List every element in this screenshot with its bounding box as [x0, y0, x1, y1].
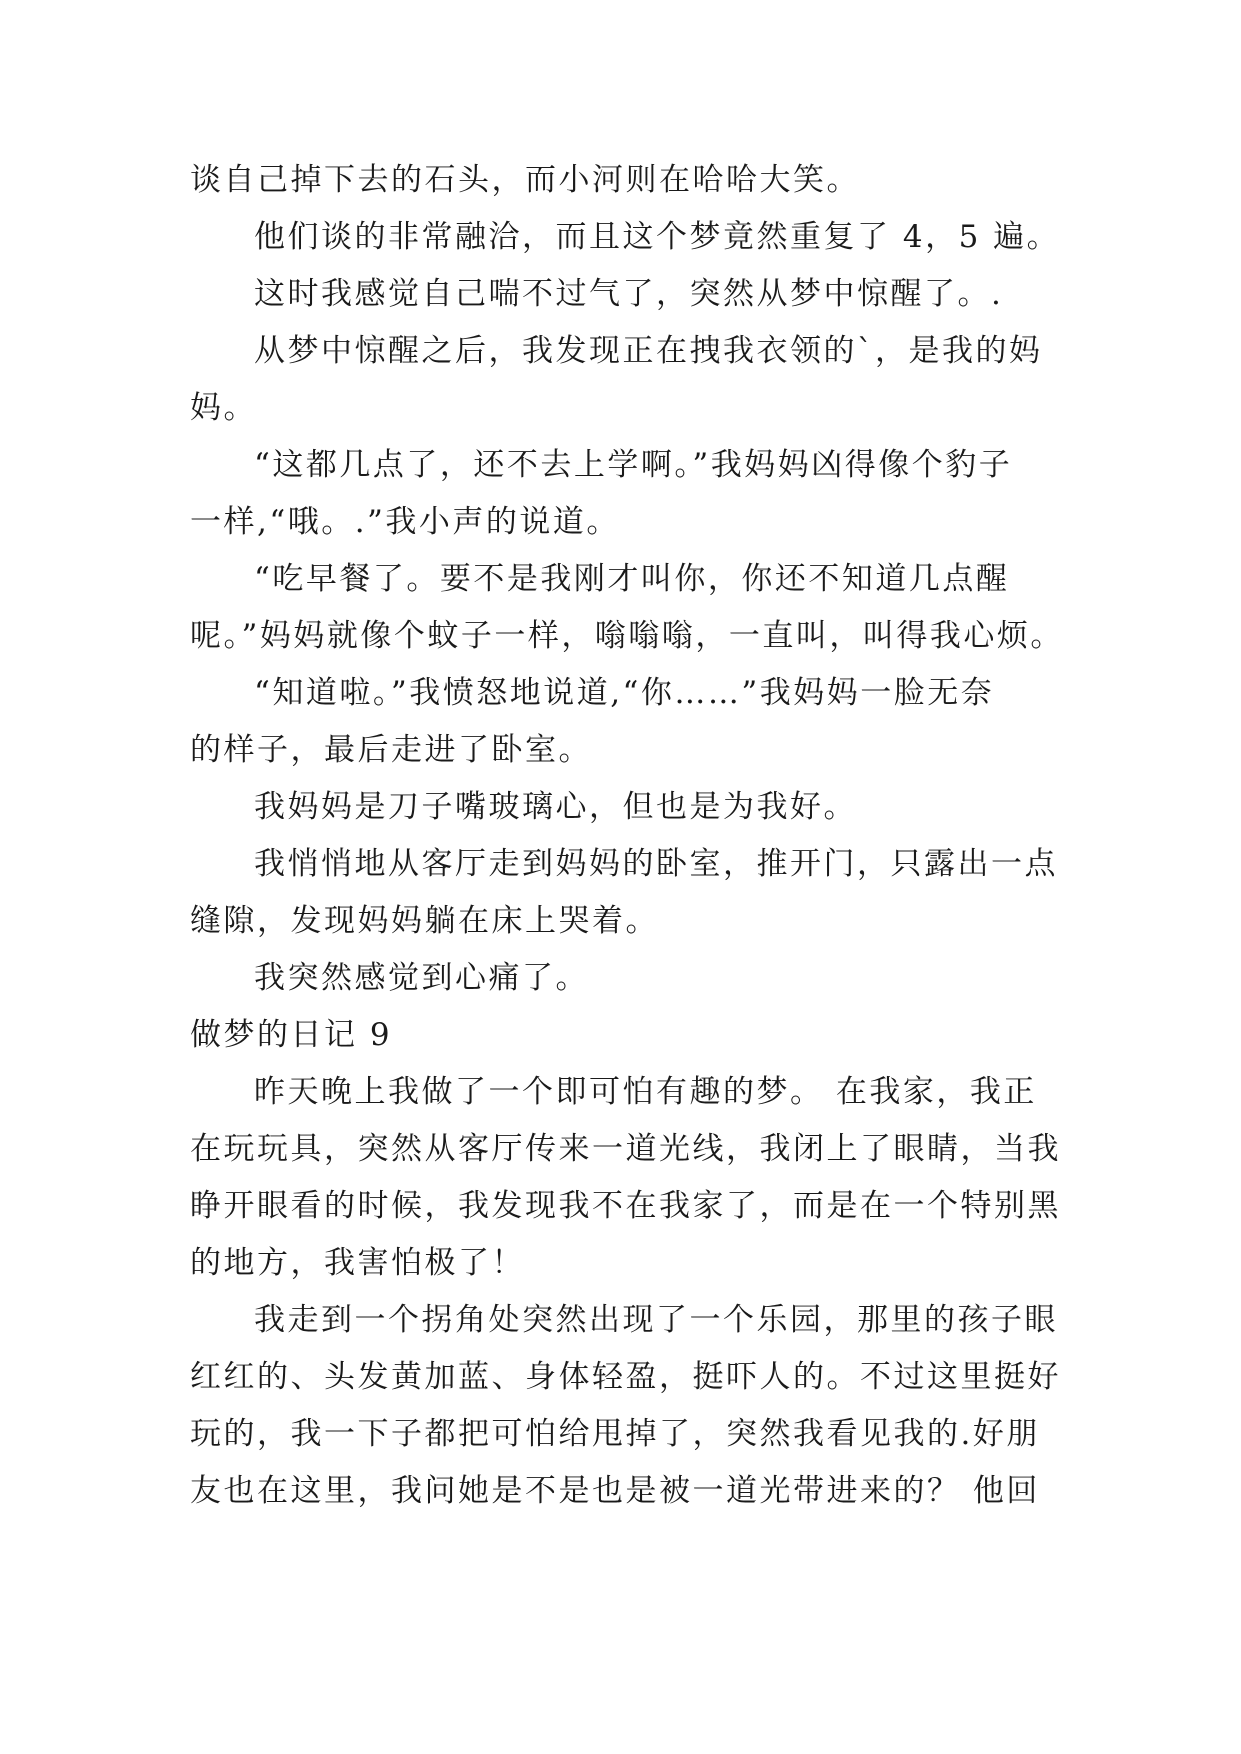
text-line: 昨天晚上我做了一个即可怕有趣的梦。 在我家，我正 — [254, 1074, 1037, 1110]
text-line: 从梦中惊醒之后，我发现正在拽我衣领的`，是我的妈 — [254, 333, 1043, 369]
text-line: 他们谈的非常融洽，而且这个梦竟然重复了 4，5 遍。 — [254, 219, 1061, 255]
text-line: 我妈妈是刀子嘴玻璃心，但也是为我好。 — [254, 789, 857, 825]
text-line: “吃早餐了。要不是我刚才叫你，你还不知道几点醒 — [254, 561, 1010, 597]
section-heading: 做梦的日记 9 — [190, 1017, 393, 1053]
text-line: 友也在这里，我问她是不是也是被一道光带进来的？ 他回 — [190, 1473, 1040, 1509]
text-line: 的地方，我害怕极了！ — [190, 1245, 525, 1281]
text-line: 这时我感觉自己喘不过气了，突然从梦中惊醒了。. — [254, 276, 1004, 312]
text-line: 呢。”妈妈就像个蚊子一样，嗡嗡嗡，一直叫，叫得我心烦。 — [190, 618, 1064, 654]
text-line: 一样,“哦。.”我小声的说道。 — [190, 504, 620, 540]
text-line: 玩的，我一下子都把可怕给甩掉了，突然我看见我的.好朋 — [190, 1416, 1040, 1452]
text-line: 我突然感觉到心痛了。 — [254, 960, 589, 996]
text-line: 我悄悄地从客厅走到妈妈的卧室，推开门，只露出一点 — [254, 846, 1058, 882]
text-line: 妈。 — [190, 390, 257, 426]
text-line: 缝隙，发现妈妈躺在床上哭着。 — [190, 903, 659, 939]
text-line: 在玩玩具，突然从客厅传来一道光线，我闭上了眼睛，当我 — [190, 1131, 1061, 1167]
text-line: 红红的、头发黄加蓝、身体轻盈，挺吓人的。不过这里挺好 — [190, 1359, 1061, 1395]
text-line: “这都几点了，还不去上学啊。”我妈妈凶得像个豹子 — [254, 447, 1013, 483]
text-line: 谈自己掉下去的石头，而小河则在哈哈大笑。 — [190, 162, 860, 198]
text-line: 我走到一个拐角处突然出现了一个乐园，那里的孩子眼 — [254, 1302, 1058, 1338]
text-line: “知道啦。”我愤怒地说道,“你……”我妈妈一脸无奈 — [254, 675, 995, 711]
text-line: 睁开眼看的时候，我发现我不在我家了，而是在一个特别黑 — [190, 1188, 1061, 1224]
text-line: 的样子，最后走进了卧室。 — [190, 732, 592, 768]
